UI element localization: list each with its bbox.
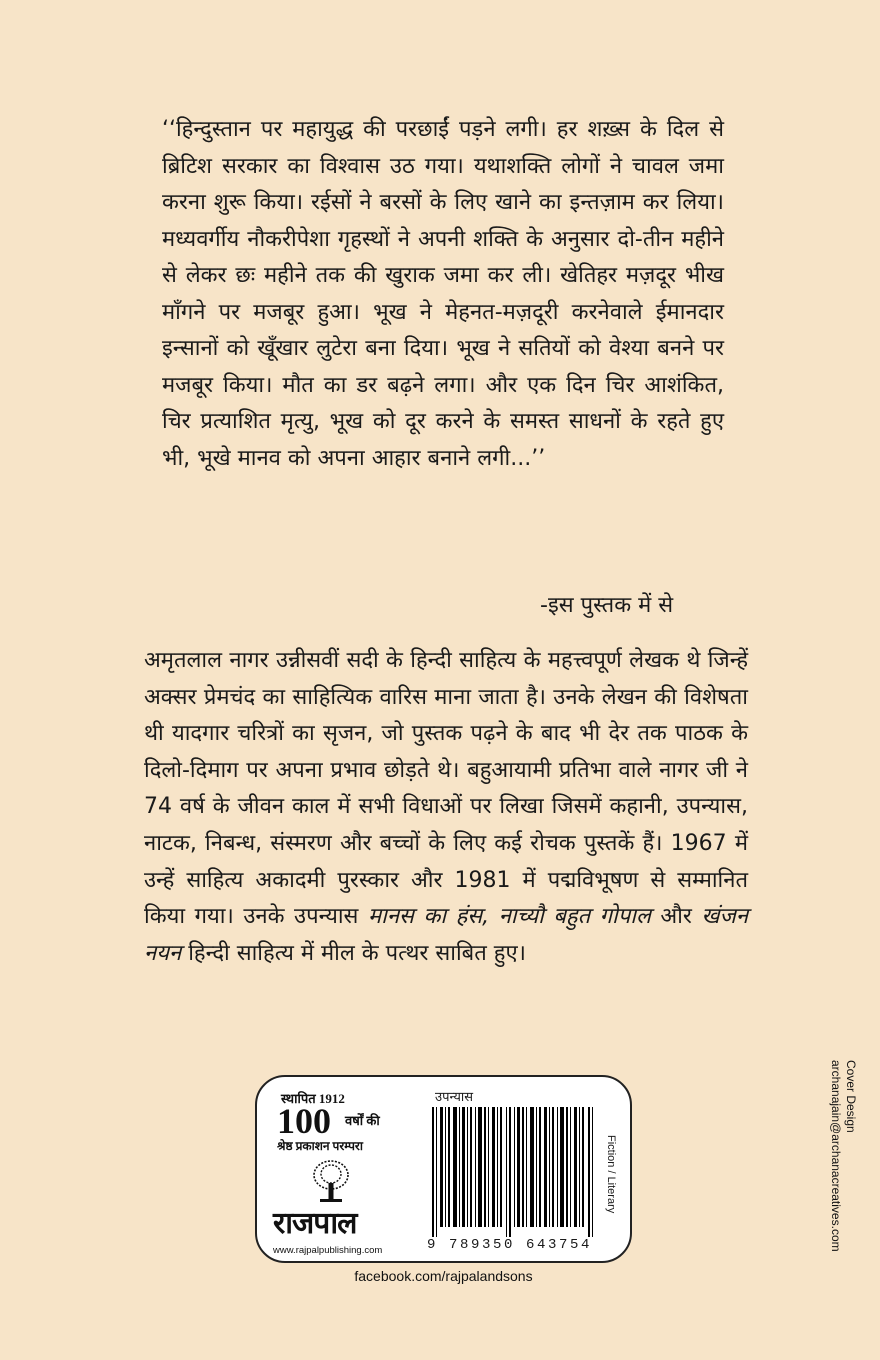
- quote-text: ‘‘हिन्दुस्तान पर महायुद्ध की परछाईं पड़ने लगी। हर शख़्स के दिल से ब्रिटिश सरकार का विश्वास उठ गया। यथाशक्ति लोगों ने चावल जमा करना शुरू किया। रईसों ने बरसों के लिए खाने का इन्तज़ाम कर लिया। मध्यवर्गीय नौकरीपेशा गृहस्थों ने अपनी शक्ति के अनुसार दो-तीन महीने से लेकर छः महीने तक की खुराक जमा कर ली। खेतिहर मज़दूर भीख माँगने पर मजबूर हुआ। भूख ने मेहनत-मज़दूरी करनेवाले ईमानदार इन्सानों को खूँखार लुटेरा बना दिया। भूख ने सतियों को वेश्या बनने पर मजबूर किया। मौत का डर बढ़ने लगा। और एक दिन चिर आशंकित, चिर प्रत्याशित मृत्यु, भूख को दूर करने के समस्त साधनों के रहते हुए भी, भूखे मानव को अपना आहार बनाने लगी...’’: [162, 117, 724, 471]
- tree-icon: [311, 1159, 351, 1205]
- years-of-text: वर्षों की: [345, 1113, 380, 1128]
- tradition-text: श्रेष्ठ प्रकाशन परम्परा: [277, 1139, 363, 1153]
- cover-design-credit: [822, 1060, 858, 1280]
- facebook-link: facebook.com/rajpalandsons: [354, 1268, 533, 1284]
- publisher-website: www.rajpalpublishing.com: [273, 1245, 383, 1256]
- barcode-panel: [255, 1075, 632, 1263]
- cover-design-label: Cover Design: [844, 1060, 858, 1133]
- cover-design-email: archanajain@archanacreatives.com: [829, 1060, 843, 1252]
- quote-block: [162, 112, 724, 477]
- author-bio-paragraph: [144, 643, 748, 972]
- genre-label: उपन्यास: [435, 1090, 474, 1105]
- isbn-digits: 9 789350 643754: [427, 1237, 593, 1253]
- category-label: Fiction / Literary: [605, 1135, 617, 1214]
- bio-text-before: अमृतलाल नागर उन्नीसवीं सदी के हिन्दी साहित्य के महत्त्वपूर्ण लेखक थे जिन्हें अक्सर प्रेमचंद का साहित्यिक वारिस माना जाता है। उनके लेखन की विशेषता थी यादगार चरित्रों का सृजन, जो पुस्तक पढ़ने के बाद भी देर तक पाठक के दिलो-दिमाग पर अपना प्रभाव छोड़ते थे। बहुआयामी प्रतिभा वाले नागर जी ने 74 वर्ष के जीवन काल में सभी विधाओं पर लिखा जिसमें कहानी, उपन्यास, नाटक, निबन्ध, संस्मरण और बच्चों के लिए कई रोचक पुस्तकें हैं। 1967 में उन्हें साहित्य अकादमी पुरस्कार और 1981 में पद्मविभूषण से सम्मानित किया गया। उनके उपन्यास: [144, 648, 748, 930]
- bio-text-after: हिन्दी साहित्य में मील के पत्थर साबित हुए।: [188, 940, 526, 966]
- established-text: स्थापित 1912: [281, 1091, 345, 1106]
- bio-book-titles: मानस का हंस, नाच्यौ बहुत गोपाल: [367, 904, 651, 930]
- author-bio: [144, 643, 748, 972]
- hundred-text: 100: [277, 1101, 331, 1141]
- publisher-wordmark: राजपाल: [273, 1206, 357, 1241]
- quote-attribution: -इस पुस्तक में से: [540, 593, 674, 618]
- bio-book-title-last: खंजन नयन: [144, 904, 749, 966]
- publisher-logo: [267, 1085, 407, 1260]
- bio-connector: और: [660, 904, 692, 930]
- barcode-graphic: [430, 1107, 596, 1237]
